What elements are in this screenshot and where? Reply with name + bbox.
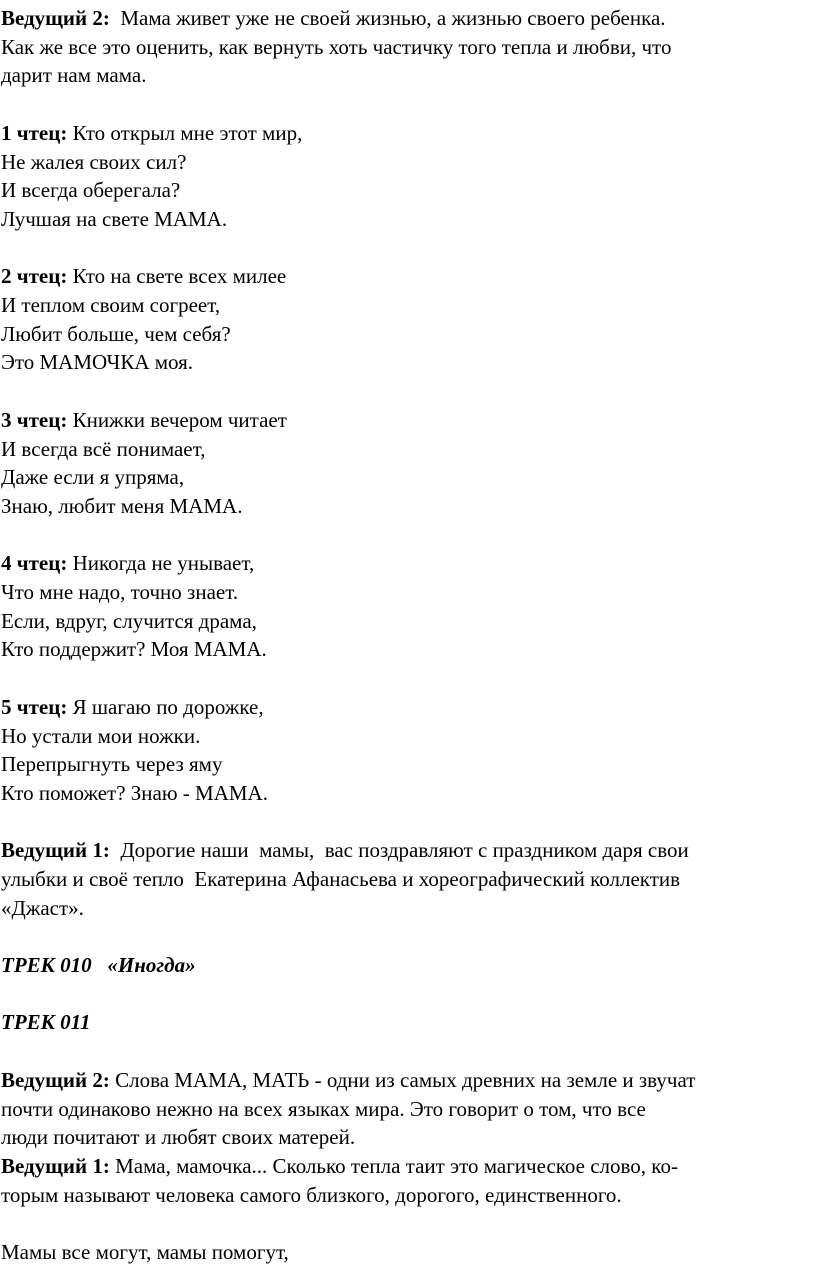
text-line — [1, 1181, 816, 1210]
text-line — [1, 1066, 816, 1095]
line-text: «Джаст». — [1, 895, 84, 920]
line-text: Кто открыл мне этот мир, — [67, 120, 303, 145]
text-line — [1, 549, 816, 578]
text-line — [1, 894, 816, 923]
text-line — [1, 1238, 816, 1267]
line-text: И всегда всё понимает, — [1, 436, 206, 461]
speaker-label: 5 чтец: — [1, 694, 68, 719]
line-text: Мамы все могут, мамы помогут, — [1, 1240, 289, 1265]
line-text: торым называют человека самого близкого, дорогого, единственного. — [1, 1182, 622, 1207]
text-line — [1, 693, 816, 722]
text-line — [1, 435, 816, 464]
poem-stanza — [1, 262, 816, 377]
text-line — [1, 578, 816, 607]
line-text: Дорогие наши мамы, вас поздравляют с праздником даря свои — [109, 838, 689, 863]
line-text: Но устали мои ножки. — [1, 723, 201, 748]
text-line — [1, 148, 816, 177]
speaker-label: Ведущий 1: — [1, 1153, 110, 1178]
speaker-label: Ведущий 1: — [1, 838, 110, 863]
track-heading — [1, 1008, 816, 1037]
text-line — [1, 176, 816, 205]
line-text: Кто поможет? Знаю - МАМА. — [1, 780, 268, 805]
text-line — [1, 779, 816, 808]
speaker-label: 2 чтец: — [1, 264, 68, 289]
line-text: Это МАМОЧКА моя. — [1, 350, 194, 375]
text-line — [1, 205, 816, 234]
line-text: Даже если я упряма, — [1, 465, 185, 490]
text-line — [1, 463, 816, 492]
poem-stanza — [1, 119, 816, 234]
track-title: ТРЕК 010 «Иногда» — [1, 953, 196, 978]
text-line — [1, 607, 816, 636]
line-text: Слова МАМА, МАТЬ - одни из самых древних на земле и звучат — [109, 1067, 696, 1092]
line-text: Книжки вечером читает — [67, 407, 287, 432]
text-line — [1, 119, 816, 148]
line-text: люди почитают и любят своих матерей. — [1, 1125, 356, 1150]
speaker-paragraph — [1, 1152, 816, 1209]
speaker-paragraph — [1, 4, 816, 90]
speaker-label: Ведущий 2: — [1, 1067, 110, 1092]
speaker-label: Ведущий 2: — [1, 6, 110, 30]
line-text: Как же все это оценить, как вернуть хоть частичку того тепла и любви, что — [1, 34, 672, 59]
poem-stanza — [1, 1238, 816, 1267]
line-text: почти одинаково нежно на всех языках мира. Это говорит о том, что все — [1, 1096, 646, 1121]
text-line — [1, 406, 816, 435]
text-line — [1, 635, 816, 664]
speaker-label: 1 чтец: — [1, 120, 68, 145]
line-text: Кто поддержит? Моя МАМА. — [1, 637, 267, 662]
line-text: Любит больше, чем себя? — [1, 321, 231, 346]
text-line — [1, 320, 816, 349]
line-text: Перепрыгнуть через яму — [1, 752, 223, 777]
track-title: ТРЕК 011 — [1, 1010, 91, 1035]
text-line — [1, 4, 816, 33]
text-line — [1, 750, 816, 779]
speaker-label: 4 чтец: — [1, 551, 68, 576]
line-text: Лучшая на свете МАМА. — [1, 206, 228, 231]
line-text: Кто на свете всех милее — [67, 264, 287, 289]
line-text: Не жалея своих сил? — [1, 149, 187, 174]
line-text: И всегда оберегала? — [1, 178, 181, 203]
line-text: Если, вдруг, случится драма, — [1, 608, 257, 633]
line-text: Что мне надо, точно знает. — [1, 580, 239, 604]
line-text: Я шагаю по дорожке, — [67, 694, 264, 719]
text-line — [1, 1152, 816, 1181]
line-text: Мама, мамочка... Сколько тепла таит это магическое слово, ко- — [109, 1153, 678, 1178]
line-text: Знаю, любит меня МАМА. — [1, 493, 243, 518]
text-line — [1, 262, 816, 291]
text-line — [1, 1095, 816, 1124]
speaker-paragraph — [1, 836, 816, 922]
text-line — [1, 348, 816, 377]
text-line — [1, 865, 816, 894]
track-heading — [1, 951, 816, 980]
line-text: улыбки и своё тепло Екатерина Афанасьева и хореографический коллектив — [1, 867, 681, 891]
text-line — [1, 492, 816, 521]
line-text: И теплом своим согреет, — [1, 293, 221, 317]
text-line — [1, 291, 816, 320]
line-text: Мама живет уже не своей жизнью, а жизнью своего ребенка. — [109, 6, 666, 30]
text-line — [1, 61, 816, 90]
text-line — [1, 33, 816, 62]
line-text: дарит нам мама. — [1, 63, 147, 88]
text-line — [1, 722, 816, 751]
poem-stanza — [1, 693, 816, 808]
poem-stanza — [1, 406, 816, 521]
speaker-label: 3 чтец: — [1, 407, 68, 432]
text-line — [1, 836, 816, 865]
line-text: Никогда не унывает, — [67, 551, 255, 576]
speaker-paragraph — [1, 1066, 816, 1152]
text-line — [1, 1123, 816, 1152]
poem-stanza — [1, 549, 816, 664]
